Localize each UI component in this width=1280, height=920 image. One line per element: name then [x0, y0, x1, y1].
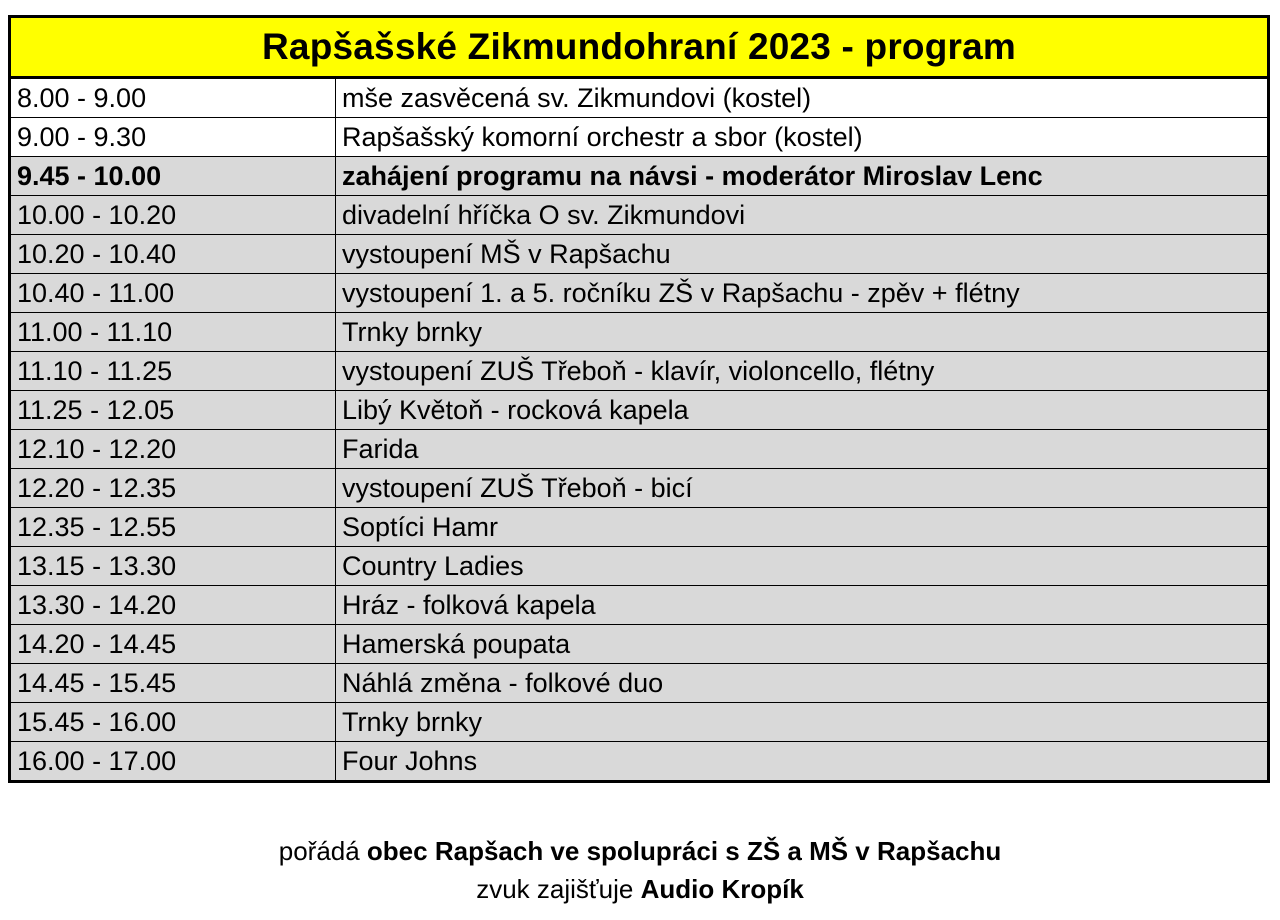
time-cell: 15.45 - 16.00 — [10, 703, 336, 742]
time-cell: 13.15 - 13.30 — [10, 547, 336, 586]
table-row — [10, 274, 1269, 313]
event-cell: vystoupení ZUŠ Třeboň - klavír, violoncello, flétny — [336, 352, 1269, 391]
event-cell: Country Ladies — [336, 547, 1269, 586]
time-cell: 11.00 - 11.10 — [10, 313, 336, 352]
table-row — [10, 196, 1269, 235]
sound-prefix: zvuk zajišťuje — [476, 874, 641, 904]
table-row — [10, 391, 1269, 430]
table-row — [10, 469, 1269, 508]
table-row — [10, 157, 1269, 196]
program-table — [8, 15, 1270, 783]
event-cell: Trnky brnky — [336, 703, 1269, 742]
organizer-line — [0, 832, 1280, 870]
time-cell: 12.20 - 12.35 — [10, 469, 336, 508]
organizer-name: obec Rapšach ve spolupráci s ZŠ a MŠ v Rapšachu — [366, 836, 1002, 866]
sound-provider: Audio Kropík — [640, 874, 804, 904]
event-cell: vystoupení MŠ v Rapšachu — [336, 235, 1269, 274]
event-cell: Náhlá změna - folkové duo — [336, 664, 1269, 703]
event-cell: Farida — [336, 430, 1269, 469]
table-row — [10, 547, 1269, 586]
event-cell: vystoupení 1. a 5. ročníku ZŠ v Rapšachu - zpěv + flétny — [336, 274, 1269, 313]
time-cell: 14.45 - 15.45 — [10, 664, 336, 703]
table-row — [10, 78, 1269, 118]
event-cell: Four Johns — [336, 742, 1269, 782]
time-cell: 8.00 - 9.00 — [10, 78, 336, 118]
event-cell: Libý Květoň - rocková kapela — [336, 391, 1269, 430]
time-cell: 12.35 - 12.55 — [10, 508, 336, 547]
table-row — [10, 625, 1269, 664]
organizer-prefix: pořádá — [278, 836, 367, 866]
program-rows — [10, 78, 1269, 782]
time-cell: 13.30 - 14.20 — [10, 586, 336, 625]
time-cell: 9.00 - 9.30 — [10, 118, 336, 157]
event-cell: vystoupení ZUŠ Třeboň - bicí — [336, 469, 1269, 508]
event-cell: divadelní hříčka O sv. Zikmundovi — [336, 196, 1269, 235]
table-row — [10, 313, 1269, 352]
table-row — [10, 352, 1269, 391]
table-row — [10, 430, 1269, 469]
event-cell: Trnky brnky — [336, 313, 1269, 352]
table-row — [10, 742, 1269, 782]
table-row — [10, 508, 1269, 547]
time-cell: 11.25 - 12.05 — [10, 391, 336, 430]
time-cell: 9.45 - 10.00 — [10, 157, 336, 196]
footer — [0, 832, 1280, 908]
event-cell: Soptíci Hamr — [336, 508, 1269, 547]
event-cell: Rapšašský komorní orchestr a sbor (kostel) — [336, 118, 1269, 157]
program-sheet — [8, 15, 1267, 783]
table-row — [10, 118, 1269, 157]
time-cell: 10.20 - 10.40 — [10, 235, 336, 274]
table-row — [10, 235, 1269, 274]
time-cell: 12.10 - 12.20 — [10, 430, 336, 469]
time-cell: 16.00 - 17.00 — [10, 742, 336, 782]
table-row — [10, 664, 1269, 703]
time-cell: 10.00 - 10.20 — [10, 196, 336, 235]
table-row — [10, 586, 1269, 625]
event-cell: Hráz - folková kapela — [336, 586, 1269, 625]
event-cell: mše zasvěcená sv. Zikmundovi (kostel) — [336, 78, 1269, 118]
time-cell: 10.40 - 11.00 — [10, 274, 336, 313]
page-title: Rapšašské Zikmundohraní 2023 - program — [10, 17, 1269, 78]
time-cell: 14.20 - 14.45 — [10, 625, 336, 664]
title-row — [10, 17, 1269, 78]
time-cell: 11.10 - 11.25 — [10, 352, 336, 391]
event-cell: zahájení programu na návsi - moderátor Miroslav Lenc — [336, 157, 1269, 196]
event-cell: Hamerská poupata — [336, 625, 1269, 664]
sound-line — [0, 870, 1280, 908]
table-row — [10, 703, 1269, 742]
